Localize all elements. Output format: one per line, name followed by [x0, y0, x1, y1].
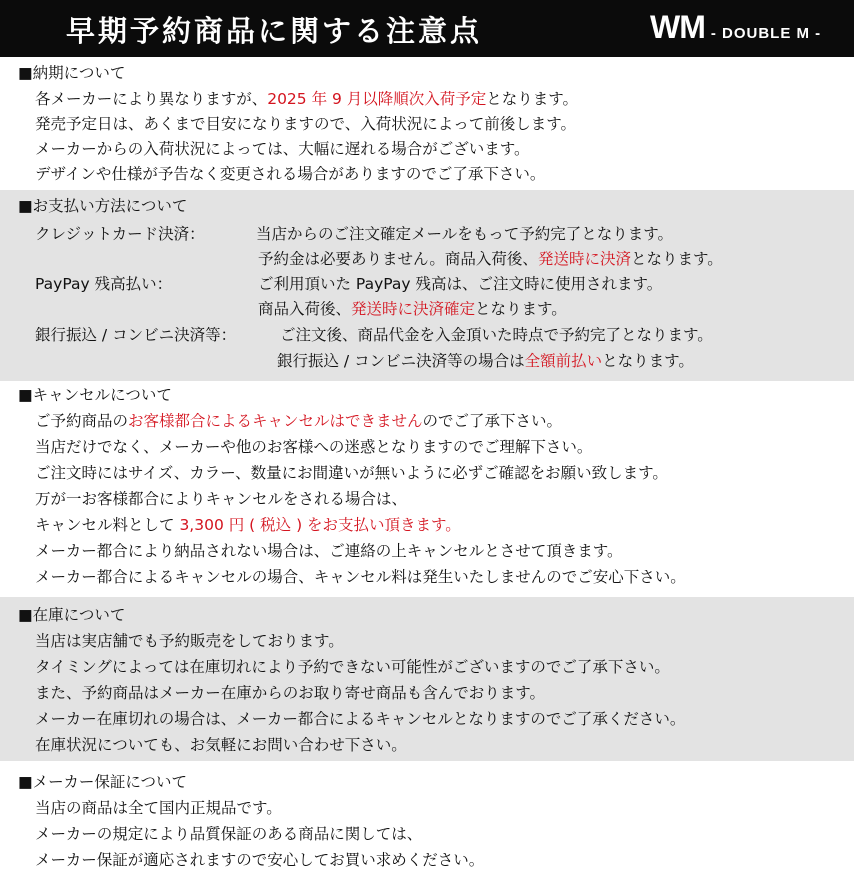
cancel-line-1: ご予約商品のお客様都合によるキャンセルはできませんのでご了承下さい。 — [35, 412, 563, 430]
logo-main: WM — [650, 9, 705, 45]
warranty-line-1: 当店の商品は全て国内正規品です。 — [35, 799, 282, 817]
payment-heading: ■お支払い方法について — [18, 197, 188, 215]
cancel-line-7: メーカー都合によるキャンセルの場合、キャンセル料は発生いたしませんのでご安心下さい。 — [35, 568, 686, 586]
cancel-heading: ■キャンセルについて — [18, 386, 172, 404]
warranty-line-2: メーカーの規定により品質保証のある商品に関しては、 — [35, 825, 423, 843]
stock-section — [0, 597, 854, 761]
stock-heading: ■在庫について — [18, 606, 126, 624]
warranty-section — [0, 764, 854, 882]
stock-line-4: メーカー在庫切れの場合は、メーカー都合によるキャンセルとなりますのでご了承ください。 — [35, 710, 686, 728]
paypay-label: PayPay 残高払い： — [35, 275, 173, 293]
credit-line-1: 当店からのご注文確定メールをもって予約完了となります。 — [256, 225, 673, 243]
stock-line-5: 在庫状況についても、お気軽にお問い合わせ下さい。 — [35, 736, 407, 754]
credit-line-2: 予約金は必要ありません。商品入荷後、発送時に決済となります。 — [258, 250, 723, 268]
delivery-line-2: 発売予定日は、あくまで目安になりますので、入荷状況によって前後します。 — [35, 115, 576, 133]
page-title: 早期予約商品に関する注意点 — [66, 14, 483, 48]
paypay-line-1: ご利用頂いた PayPay 残高は、ご注文時に使用されます。 — [258, 275, 663, 293]
bank-label: 銀行振込 / コンビニ決済等： — [35, 326, 237, 344]
bank-line-2: 銀行振込 / コンビニ決済等の場合は全額前払いとなります。 — [277, 352, 694, 370]
credit-label: クレジットカード決済： — [35, 225, 205, 243]
delivery-line-4: デザインや仕様が予告なく変更される場合がありますのでご了承下さい。 — [35, 165, 546, 183]
stock-line-2: タイミングによっては在庫切れにより予約できない可能性がございますのでご了承下さい。 — [35, 658, 670, 676]
stock-line-3: また、予約商品はメーカー在庫からのお取り寄せ商品も含んでおります。 — [35, 684, 545, 702]
cancel-line-3: ご注文時にはサイズ、カラー、数量にお間違いが無いように必ずご確認をお願い致します。 — [35, 464, 668, 482]
stock-line-1: 当店は実店舗でも予約販売をしております。 — [35, 632, 344, 650]
paypay-line-2: 商品入荷後、発送時に決済確定となります。 — [258, 300, 567, 318]
page-header — [0, 0, 854, 57]
warranty-heading: ■メーカー保証について — [18, 773, 188, 791]
delivery-line-3: メーカーからの入荷状況によっては、大幅に遅れる場合がございます。 — [35, 140, 530, 158]
cancel-line-6: メーカー都合により納品されない場合は、ご連絡の上キャンセルとさせて頂きます。 — [35, 542, 623, 560]
cancel-line-4: 万が一お客様都合によりキャンセルをされる場合は、 — [35, 490, 408, 508]
cancel-line-2: 当店だけでなく、メーカーや他のお客様への迷惑となりますのでご理解下さい。 — [35, 438, 593, 456]
delivery-section — [0, 57, 854, 187]
delivery-heading: ■納期について — [18, 64, 126, 82]
logo-sub: - DOUBLE M - — [710, 25, 822, 42]
cancel-section — [0, 381, 854, 593]
brand-logo — [650, 9, 821, 46]
warranty-line-3: メーカー保証が適応されますので安心してお買い求めください。 — [35, 851, 485, 869]
bank-line-1: ご注文後、商品代金を入金頂いた時点で予約完了となります。 — [280, 326, 713, 344]
payment-section — [0, 190, 854, 381]
delivery-line-1: 各メーカーにより異なりますが、2025 年 9 月以降順次入荷予定となります。 — [35, 90, 579, 108]
cancel-line-5: キャンセル料として 3,300 円 ( 税込 ) をお支払い頂きます。 — [35, 516, 461, 534]
